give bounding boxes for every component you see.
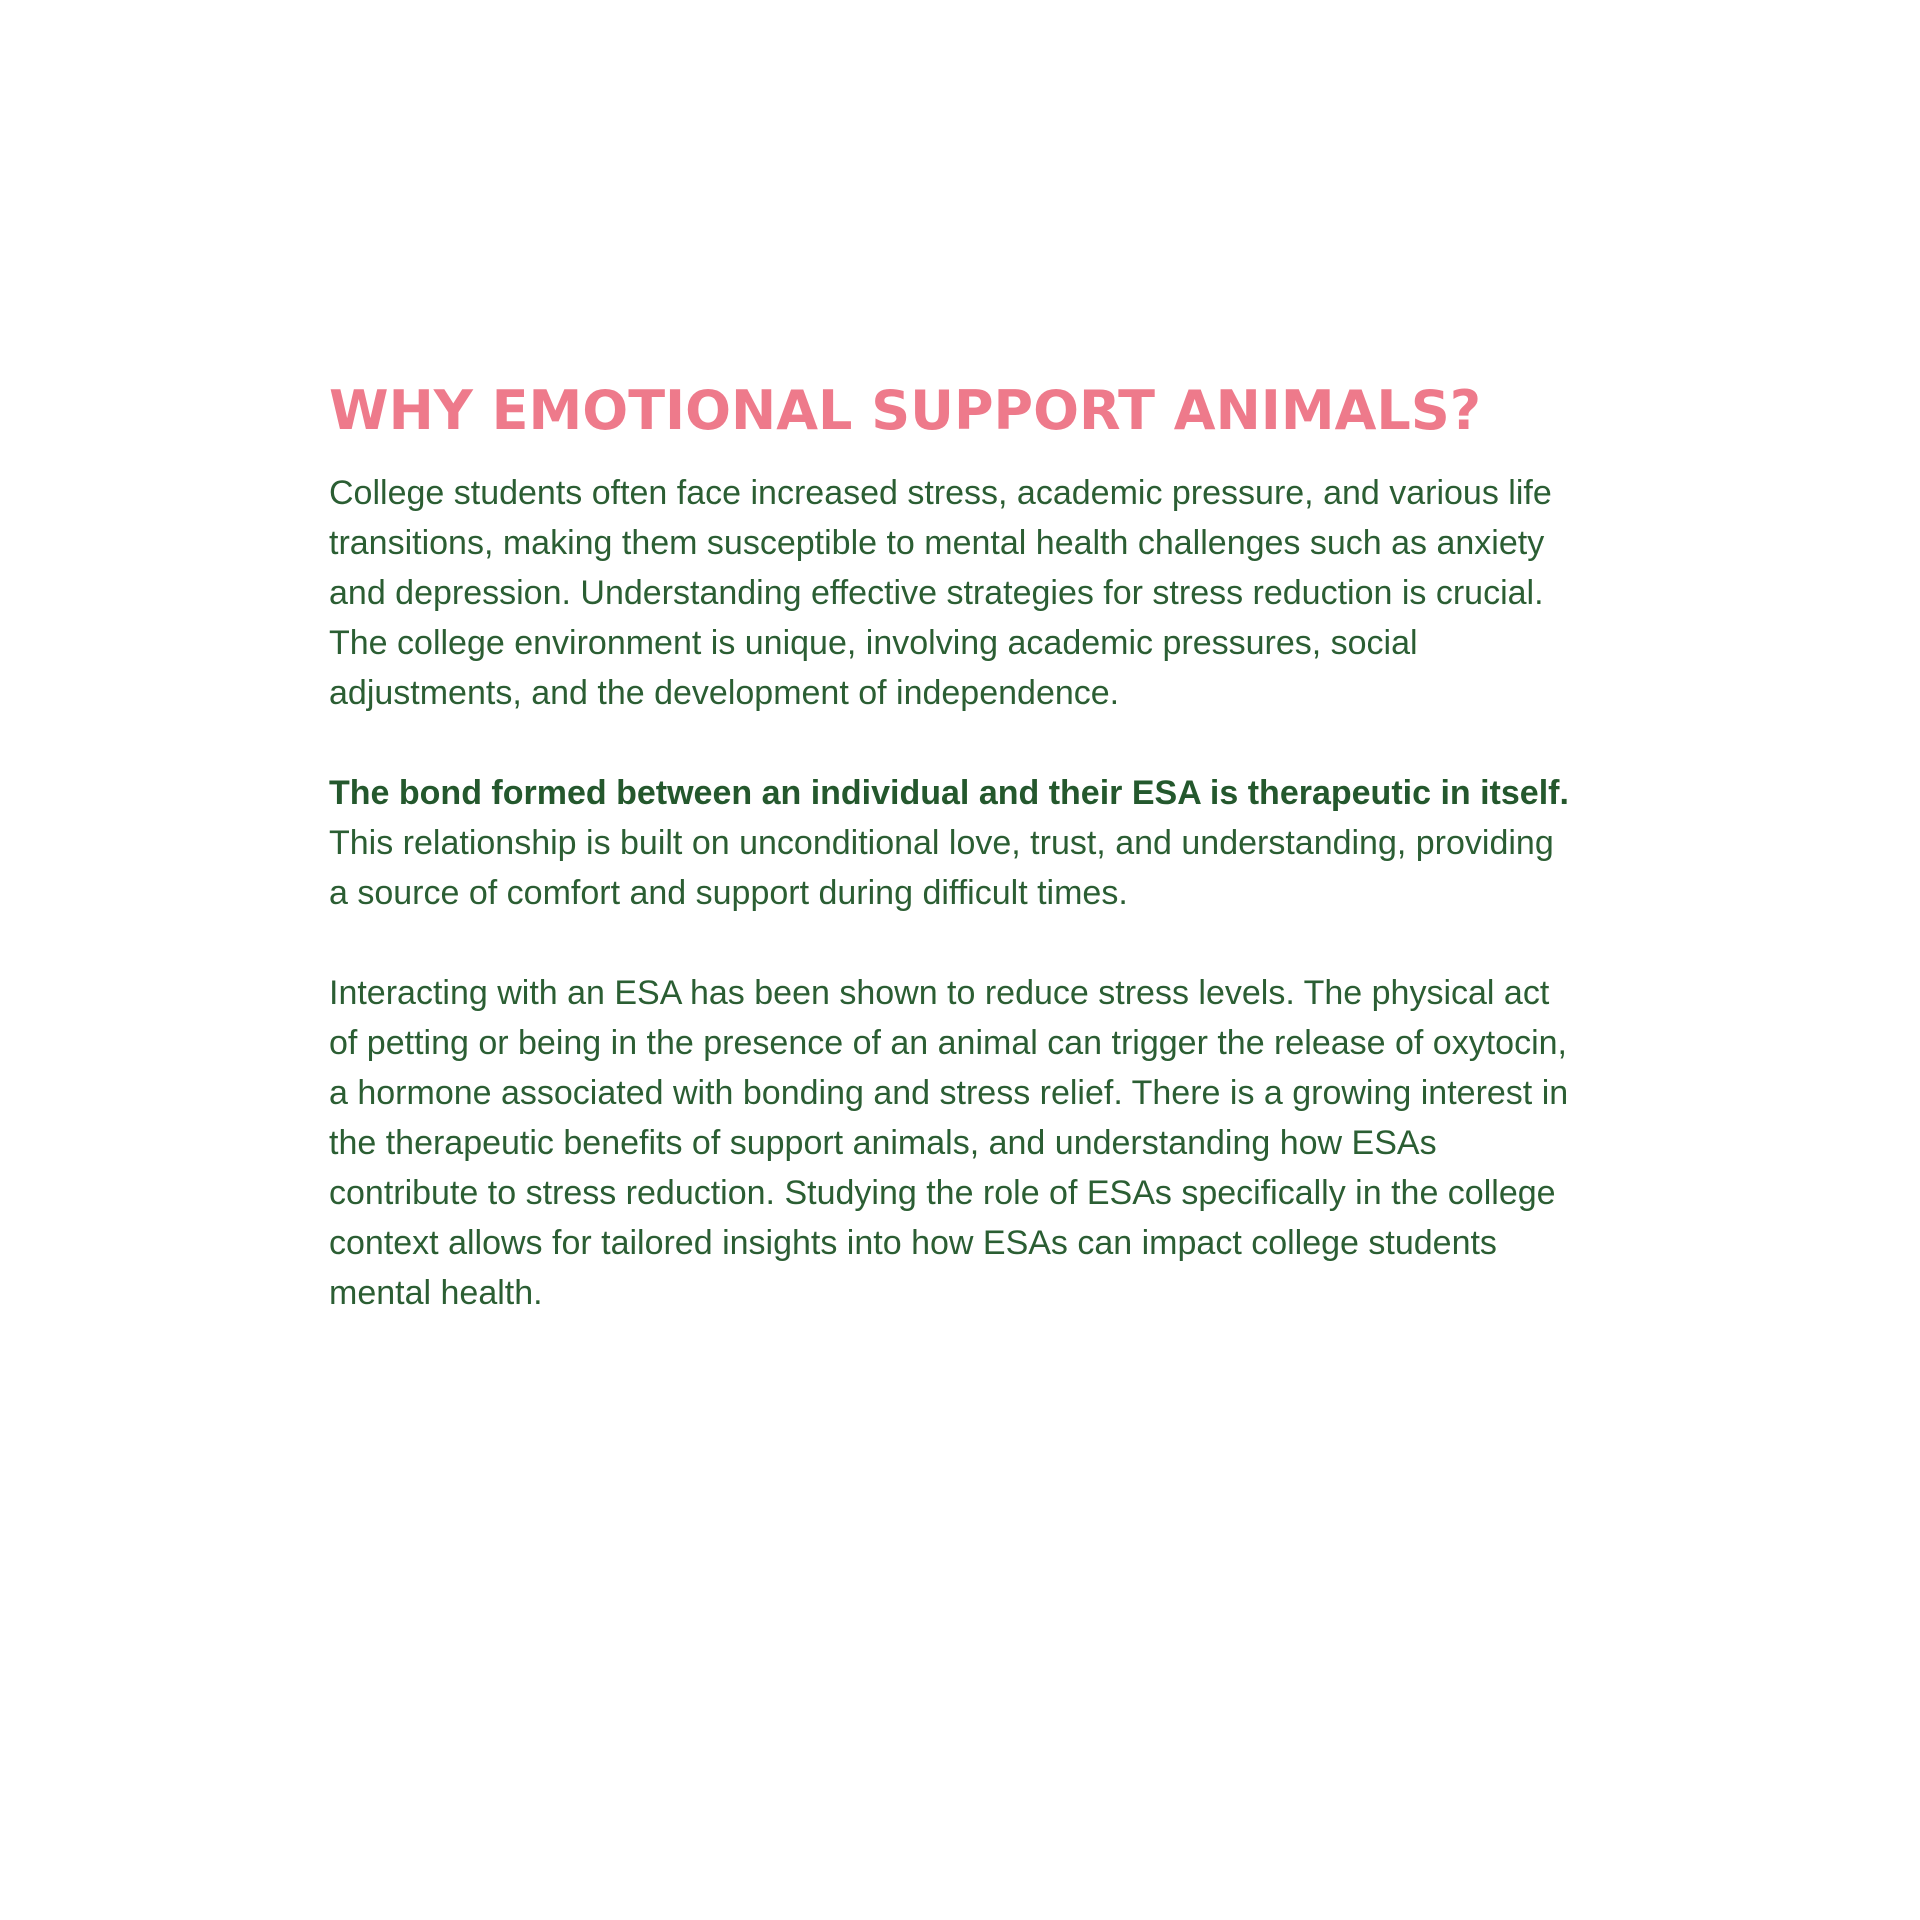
article-content <box>329 378 1569 1318</box>
paragraph-stress-context: College students often face increased stress, academic pressure, and various life transitions, making them susceptible to mental health challenges such as anxiety and depression. Understanding effective strategies for stress reduction is crucial. The college environment is unique, involving academic pressures, social adjustments, and the development of independence. <box>329 474 1552 712</box>
paragraph-esa-bond-body: This relationship is built on unconditional love, trust, and understanding, providing a source of comfort and support during difficult times. <box>329 824 1554 912</box>
page-title: WHY EMOTIONAL SUPPORT ANIMALS? <box>329 379 1482 442</box>
paragraph-esa-bond <box>329 768 1569 918</box>
paragraph-esa-stress-relief: Interacting with an ESA has been shown to reduce stress levels. The physical act of petting or being in the presence of an animal can trigger the release of oxytocin, a hormone associated with bonding and stress relief. There is a growing interest in the therapeutic benefits of support animals, and understanding how ESAs contribute to stress reduction. Studying the role of ESAs specifically in the college context allows for tailored insights into how ESAs can impact college students mental health. <box>329 974 1569 1312</box>
paragraph-esa-bond-lead: The bond formed between an individual and their ESA is therapeutic in itself. <box>329 774 1569 812</box>
